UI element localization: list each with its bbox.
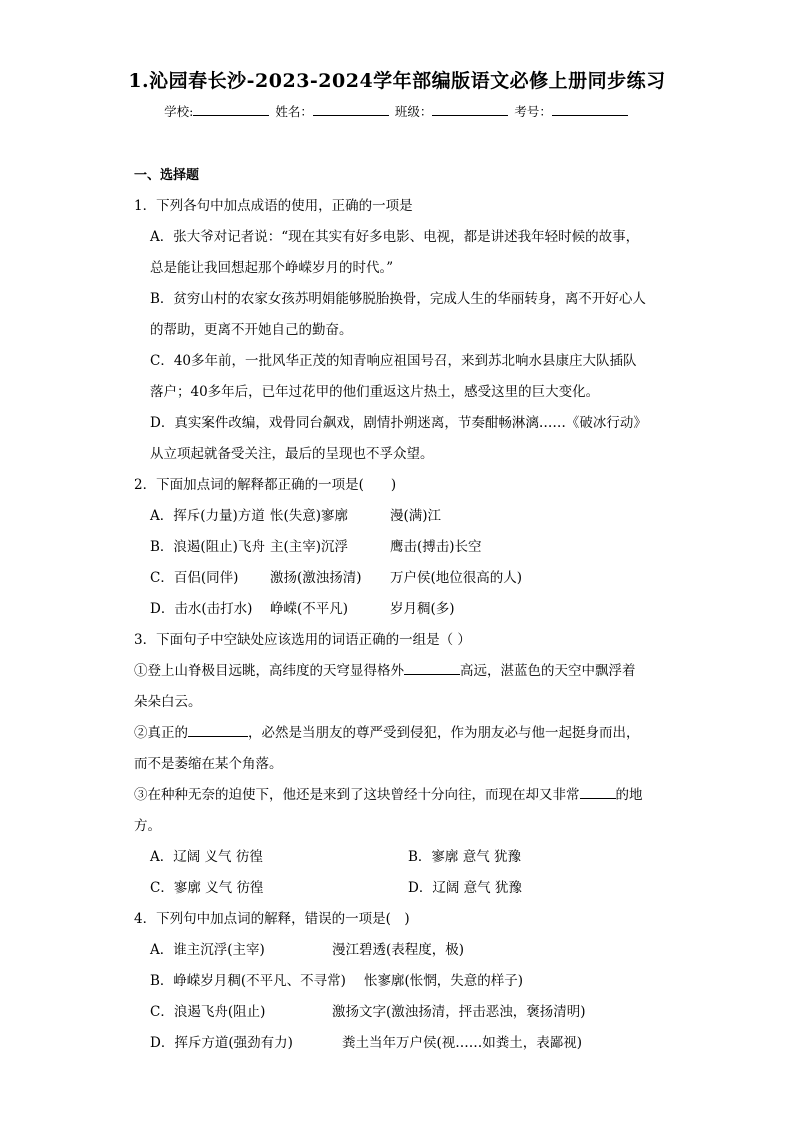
q2-b-item-1: B．浪遏(阻止)飞舟 (150, 539, 265, 555)
school-blank[interactable] (193, 103, 269, 116)
q4-d-item-1: D．挥斥方道(强劲有力) (150, 1035, 293, 1051)
question-4-stem: 4．下列句中加点词的解释，错误的一项是( ) (134, 911, 410, 927)
q1-option-a: A．张大爷对记者说：“现在其实有好多电影、电视，都是讲述我年轻时候的故事， (150, 229, 640, 245)
question-3-stem: 3．下面句子中空缺处应该选用的词语正确的一组是（ ） (134, 632, 471, 648)
q3-sentence-2 (134, 718, 674, 749)
q3-option-c: C．寥廓 义气 彷徨 (150, 880, 264, 896)
q4-option-c (134, 997, 674, 1028)
q2-a-item-1: A．挥斥(力量)方道 (150, 508, 265, 524)
q2-d-item-1: D．击水(击打水) (150, 601, 253, 617)
q2-c-item-1: C．百侣(同伴) (150, 570, 239, 586)
q2-a-item-3: 漫(满)江 (390, 508, 442, 524)
q3-s2-text: ②真正的 (134, 725, 188, 741)
q2-c-item-2: 激扬(激浊扬清) (270, 570, 362, 586)
student-info-row (0, 102, 794, 120)
q2-b-item-3: 鹰击(搏击)长空 (390, 539, 482, 555)
q2-c-item-3: 万户侯(地位很高的人) (390, 570, 523, 586)
q3-s1-text: ①登上山脊极目远眺，高纬度的天穹显得格外 (134, 663, 404, 679)
question-content (134, 160, 674, 1059)
q4-b-item-1: B．峥嵘岁月稠(不平凡、不寻常) (150, 973, 346, 989)
q2-option-b (134, 532, 674, 563)
q4-option-d (134, 1028, 674, 1059)
q1-option-b: B．贫穷山村的农家女孩苏明娟能够脱胎换骨，完成人生的华丽转身，离不开好心人 (150, 291, 646, 307)
q3-blank-1[interactable] (404, 660, 460, 675)
q3-blank-2[interactable] (188, 722, 248, 737)
q3-s2-text-after: ，必然是当朋友的尊严受到侵犯，作为朋友必与他一起挺身而出， (248, 725, 640, 741)
section-heading: 一、选择题 (134, 168, 200, 183)
q3-option-d: D．辽阔 意气 犹豫 (408, 880, 522, 896)
q4-b-item-2: 怅寥廓(怅惘，失意的样子) (364, 973, 524, 989)
q2-option-d (134, 594, 674, 625)
q2-a-item-2: 怅(失意)寥廓 (270, 508, 349, 524)
q4-c-item-2: 激扬文字(激浊扬清，抨击恶浊，褒扬清明) (332, 1004, 586, 1020)
q4-option-b (134, 966, 674, 997)
q3-option-a: A．辽阔 义气 彷徨 (150, 849, 263, 865)
q1-option-c: C．40多年前，一批风华正茂的知青响应祖国号召，来到苏北响水县康庄大队插队 (150, 353, 637, 369)
q3-s3-text-after: 的地 (615, 787, 643, 803)
q4-c-item-1: C．浪遏飞舟(阻止) (150, 1004, 266, 1020)
q3-sentence-1-cont: 朵朵白云。 (134, 694, 202, 710)
q2-option-a (134, 501, 674, 532)
q4-a-item-1: A．谁主沉浮(主宰) (150, 942, 265, 958)
q4-option-a (134, 935, 674, 966)
q1-option-d-cont: 从立项起就备受关注，最后的呈现也不孚众望。 (150, 446, 434, 462)
page-title: 1.沁园春长沙-2023-2024学年部编版语文必修上册同步练习 (128, 70, 666, 92)
school-label: 学校: (164, 104, 194, 119)
question-2-stem: 2．下面加点词的解释都正确的一项是( ) (134, 477, 397, 493)
q2-b-item-2: 主(主宰)沉浮 (270, 539, 349, 555)
class-label: 班级： (394, 104, 433, 119)
q2-d-item-3: 岁月稠(多) (390, 601, 455, 617)
q3-sentence-3 (134, 780, 674, 811)
q1-option-c-cont: 落户；40多年后，已年过花甲的他们重返这片热土，感受这里的巨大变化。 (150, 384, 600, 400)
q3-options-row-1 (134, 842, 674, 873)
q4-a-item-2: 漫江碧透(表程度，极) (332, 942, 465, 958)
q3-options-row-2 (134, 873, 674, 904)
q3-option-b: B．寥廓 意气 犹豫 (408, 849, 522, 865)
q1-option-b-cont: 的帮助，更离不开她自己的勤奋。 (150, 322, 353, 338)
q2-d-item-2: 峥嵘(不平凡) (270, 601, 349, 617)
exam-number-label: 考号： (514, 104, 552, 119)
q1-option-a-cont: 总是能让我回想起那个峥嵘岁月的时代。” (150, 260, 394, 276)
q3-s3-text: ③在种种无奈的迫使下，他还是来到了这块曾经十分向往，而现在却又非常 (134, 787, 580, 803)
q3-sentence-2-cont: 而不是萎缩在某个角落。 (134, 756, 283, 772)
q3-blank-3[interactable] (580, 784, 616, 799)
q3-sentence-1 (134, 656, 674, 687)
q3-s1-text-after: 高远，湛蓝色的天空中飘浮着 (460, 663, 636, 679)
q4-d-item-2: 粪土当年万户侯(视……如粪土，表鄙视) (342, 1035, 583, 1051)
name-blank[interactable] (313, 103, 389, 116)
name-label: 姓名： (275, 104, 313, 119)
q1-option-d: D．真实案件改编，戏骨同台飙戏，剧情扑朔迷离，节奏酣畅淋漓……《破冰行动》 (150, 415, 647, 431)
question-1-stem: 1．下列各句中加点成语的使用，正确的一项是 (134, 198, 413, 214)
q3-sentence-3-cont: 方。 (134, 818, 161, 834)
exam-number-blank[interactable] (552, 103, 628, 116)
class-blank[interactable] (432, 103, 508, 116)
q2-option-c (134, 563, 674, 594)
